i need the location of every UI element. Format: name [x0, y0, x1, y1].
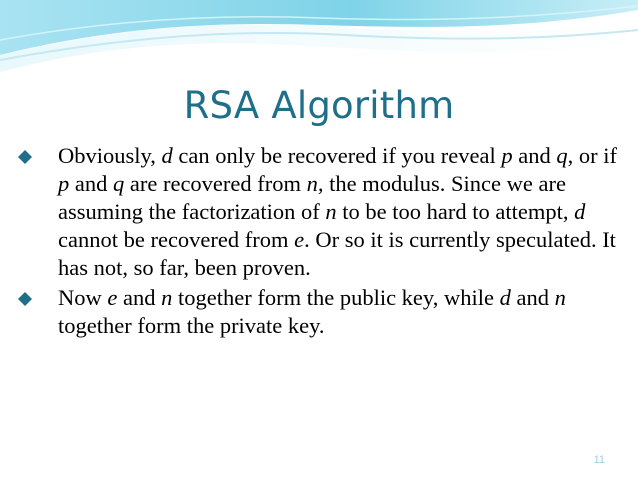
variable-p: p: [58, 171, 70, 196]
variable-e: e: [107, 285, 118, 310]
variable-d: d: [499, 285, 511, 310]
variable-d: d: [161, 143, 173, 168]
text-segment: are recovered from: [124, 171, 307, 196]
text-segment: . Or so it is currently speculated. It has not, so far, been proven.: [58, 227, 616, 280]
text-segment: the modulus. Since we are assuming the factorization of: [58, 171, 566, 224]
variable-d: d: [574, 199, 586, 224]
bullet-text: [58, 142, 618, 282]
text-segment: can only be recovered if you reveal: [172, 143, 502, 168]
diamond-bullet-icon: [18, 284, 58, 312]
variable-n: n,: [306, 171, 324, 196]
bullet-text: [58, 284, 618, 340]
text-segment: , or if: [567, 143, 618, 168]
slide-body: [18, 142, 618, 342]
header-wave-decoration: [0, 0, 638, 80]
page-number: 11: [593, 454, 605, 466]
text-segment: and: [512, 143, 557, 168]
slide-title: RSA Algorithm: [183, 84, 455, 127]
variable-q: q: [113, 171, 125, 196]
bullet-item: [18, 284, 618, 340]
text-segment: and: [117, 285, 162, 310]
bullet-item: [18, 142, 618, 282]
variable-n: n: [325, 199, 337, 224]
text-segment: and: [510, 285, 555, 310]
text-segment: Now: [58, 285, 108, 310]
text-segment: cannot be recovered from: [58, 227, 295, 252]
variable-q: q: [556, 143, 568, 168]
variable-p: p: [501, 143, 513, 168]
variable-e: e: [294, 227, 305, 252]
variable-n: n: [161, 285, 173, 310]
variable-n: n: [554, 285, 566, 310]
text-segment: and: [69, 171, 113, 196]
text-segment: together form the private key.: [58, 313, 325, 338]
text-segment: to be too hard to attempt,: [336, 199, 575, 224]
diamond-bullet-icon: [18, 142, 58, 170]
text-segment: together form the public key, while: [172, 285, 500, 310]
text-segment: Obviously,: [58, 143, 162, 168]
